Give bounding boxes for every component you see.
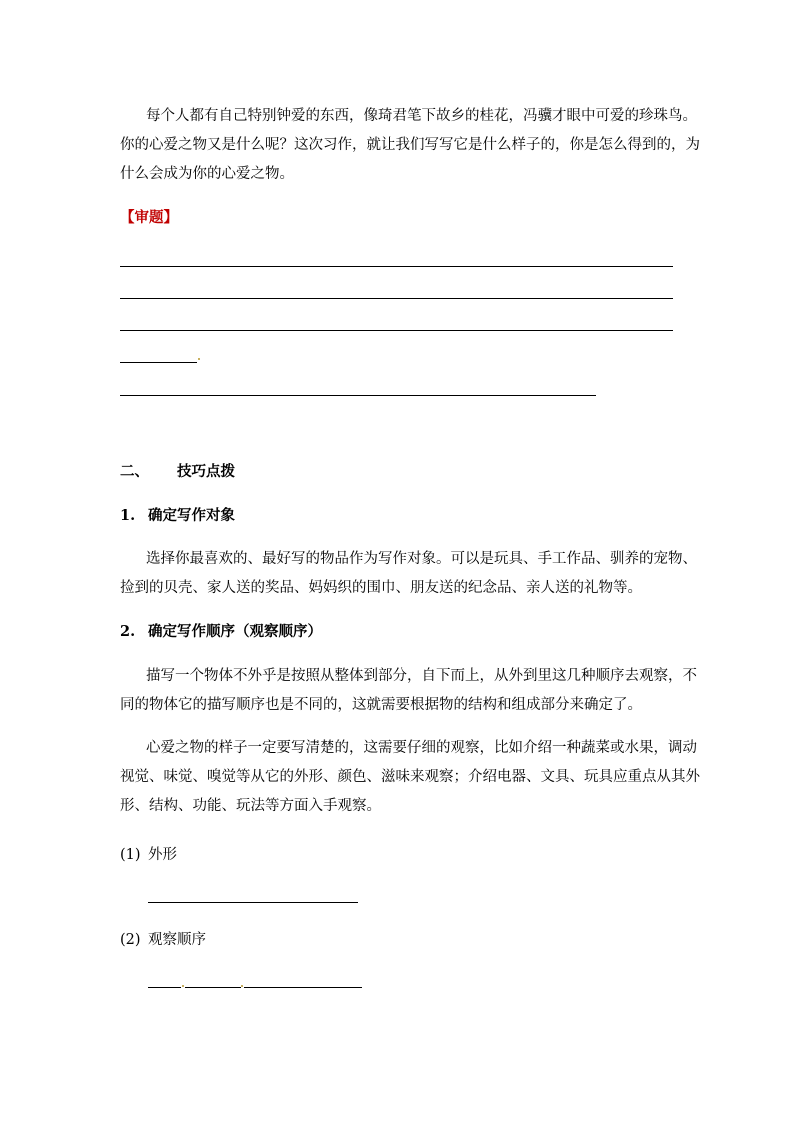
item-2-p1-line-1: 描写一个物体不外乎是按照从整体到部分，自下而上，从外到里这几种顺序去观察，不 (146, 668, 697, 684)
item-2-number: 2. (120, 623, 136, 640)
answer-line-1 (120, 266, 673, 267)
answer-line-4 (120, 362, 197, 363)
item-2-p2-line-3: 形、结构、功能、玩法等方面入手观察。 (120, 798, 381, 814)
sub-1-label: 外形 (148, 847, 177, 863)
answer-line-2 (120, 298, 673, 299)
item-1-title: 确定写作对象 (148, 507, 235, 524)
shenti-heading: 【审题】 (120, 209, 178, 226)
sub-2-answer-line-1 (148, 987, 181, 988)
item-2-p2-line-1: 心爱之物的样子一定要写清楚的，这需要仔细的观察，比如介绍一种蔬菜或水果，调动 (146, 740, 697, 756)
item-2-title: 确定写作顺序（观察顺序） (148, 623, 322, 640)
intro-line-2: 你的心爱之物又是什么呢？这次习作，就让我们写写它是什么样子的，你是怎么得到的，为 (120, 137, 700, 153)
sub-2-answer-line-2 (185, 987, 241, 988)
intro-line-1: 每个人都有自己特别钟爱的东西，像琦君笔下故乡的桂花，冯骥才眼中可爱的珍珠鸟。 (146, 108, 697, 124)
item-1-line-1: 选择你最喜欢的、最好写的物品作为写作对象。可以是玩具、手工作品、驯养的宠物、 (146, 551, 697, 567)
sub-1-answer-line (148, 902, 358, 903)
sub-1-number: (1) (120, 847, 141, 863)
answer-line-3 (120, 330, 673, 331)
item-1-number: 1. (120, 507, 136, 524)
intro-line-3: 什么会成为你的心爱之物。 (120, 166, 294, 182)
item-1-line-2: 捡到的贝壳、家人送的奖品、妈妈织的围巾、朋友送的纪念品、亲人送的礼物等。 (120, 580, 642, 596)
sub-2-answer-line-3 (244, 987, 362, 988)
blank-mark (182, 985, 184, 987)
sub-2-label: 观察顺序 (148, 932, 206, 948)
section-2-number: 二、 (120, 463, 149, 480)
section-2-title: 技巧点拨 (177, 463, 235, 480)
sub-2-number: (2) (120, 932, 141, 948)
blank-mark (198, 358, 200, 360)
blank-mark (241, 985, 243, 987)
item-2-p1-line-2: 同的物体它的描写顺序也是不同的，这就需要根据物的结构和组成部分来确定了。 (120, 697, 642, 713)
answer-line-5 (120, 395, 596, 396)
item-2-p2-line-2: 视觉、味觉、嗅觉等从它的外形、颜色、滋味来观察；介绍电器、文具、玩具应重点从其外 (120, 769, 700, 785)
